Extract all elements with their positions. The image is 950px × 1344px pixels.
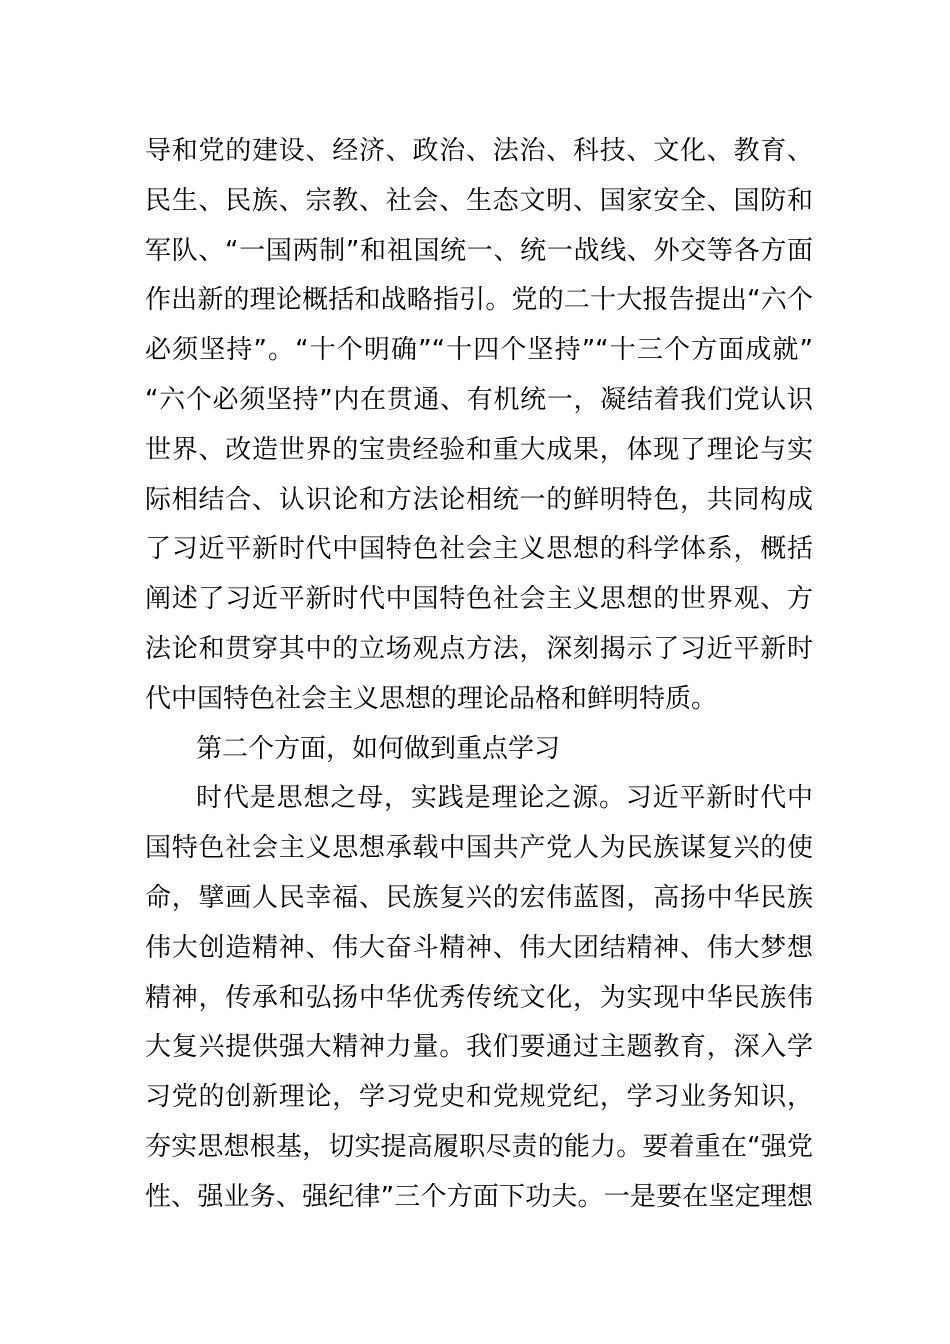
text-line: 民生、民族、宗教、社会、生态文明、国家安全、国防和	[145, 185, 813, 216]
text-line: 精神，传承和弘扬中华优秀传统文化，为实现中华民族伟	[145, 982, 813, 1013]
text-line: “六个必须坚持”内在贯通、有机统一，凝结着我们党认识	[145, 384, 813, 415]
section-heading: 第二个方面，如何做到重点学习	[196, 733, 561, 764]
text-line: 世界、改造世界的宝贵经验和重大成果，体现了理论与实	[145, 434, 813, 465]
text-line: 命，擘画人民幸福、民族复兴的宏伟蓝图，高扬中华民族	[145, 882, 813, 913]
text-line: 国特色社会主义思想承载中国共产党人为民族谋复兴的使	[145, 833, 813, 864]
text-line: 伟大创造精神、伟大奋斗精神、伟大团结精神、伟大梦想	[145, 932, 813, 963]
text-line: 作出新的理论概括和战略指引。党的二十大报告提出“六个	[145, 285, 813, 316]
text-line: 军队、“一国两制”和祖国统一、统一战线、外交等各方面	[145, 235, 813, 266]
text-line: 习党的创新理论，学习党史和党规党纪，学习业务知识，	[145, 1082, 813, 1113]
text-line: 必须坚持”。“十个明确”“十四个坚持”“十三个方面成就”	[145, 335, 813, 366]
text-line: 阐述了习近平新时代中国特色社会主义思想的世界观、方	[145, 584, 813, 615]
document-body	[145, 127, 813, 1223]
text-line: 了习近平新时代中国特色社会主义思想的科学体系，概括	[145, 534, 813, 565]
text-line: 大复兴提供强大精神力量。我们要通过主题教育，深入学	[145, 1032, 813, 1063]
text-line: 夯实思想根基，切实提高履职尽责的能力。要着重在“强党	[145, 1131, 813, 1162]
text-line: 法论和贯穿其中的立场观点方法，深刻揭示了习近平新时	[145, 633, 813, 664]
text-line: 导和党的建设、经济、政治、法治、科技、文化、教育、	[145, 136, 813, 166]
paragraph-first-line: 时代是思想之母，实践是理论之源。习近平新时代中	[196, 783, 813, 814]
text-line: 性、强业务、强纪律”三个方面下功夫。一是要在坚定理想	[145, 1181, 813, 1212]
text-line: 际相结合、认识论和方法论相统一的鲜明特色，共同构成	[145, 484, 813, 515]
paragraph-last-line: 代中国特色社会主义思想的理论品格和鲜明特质。	[145, 683, 718, 714]
